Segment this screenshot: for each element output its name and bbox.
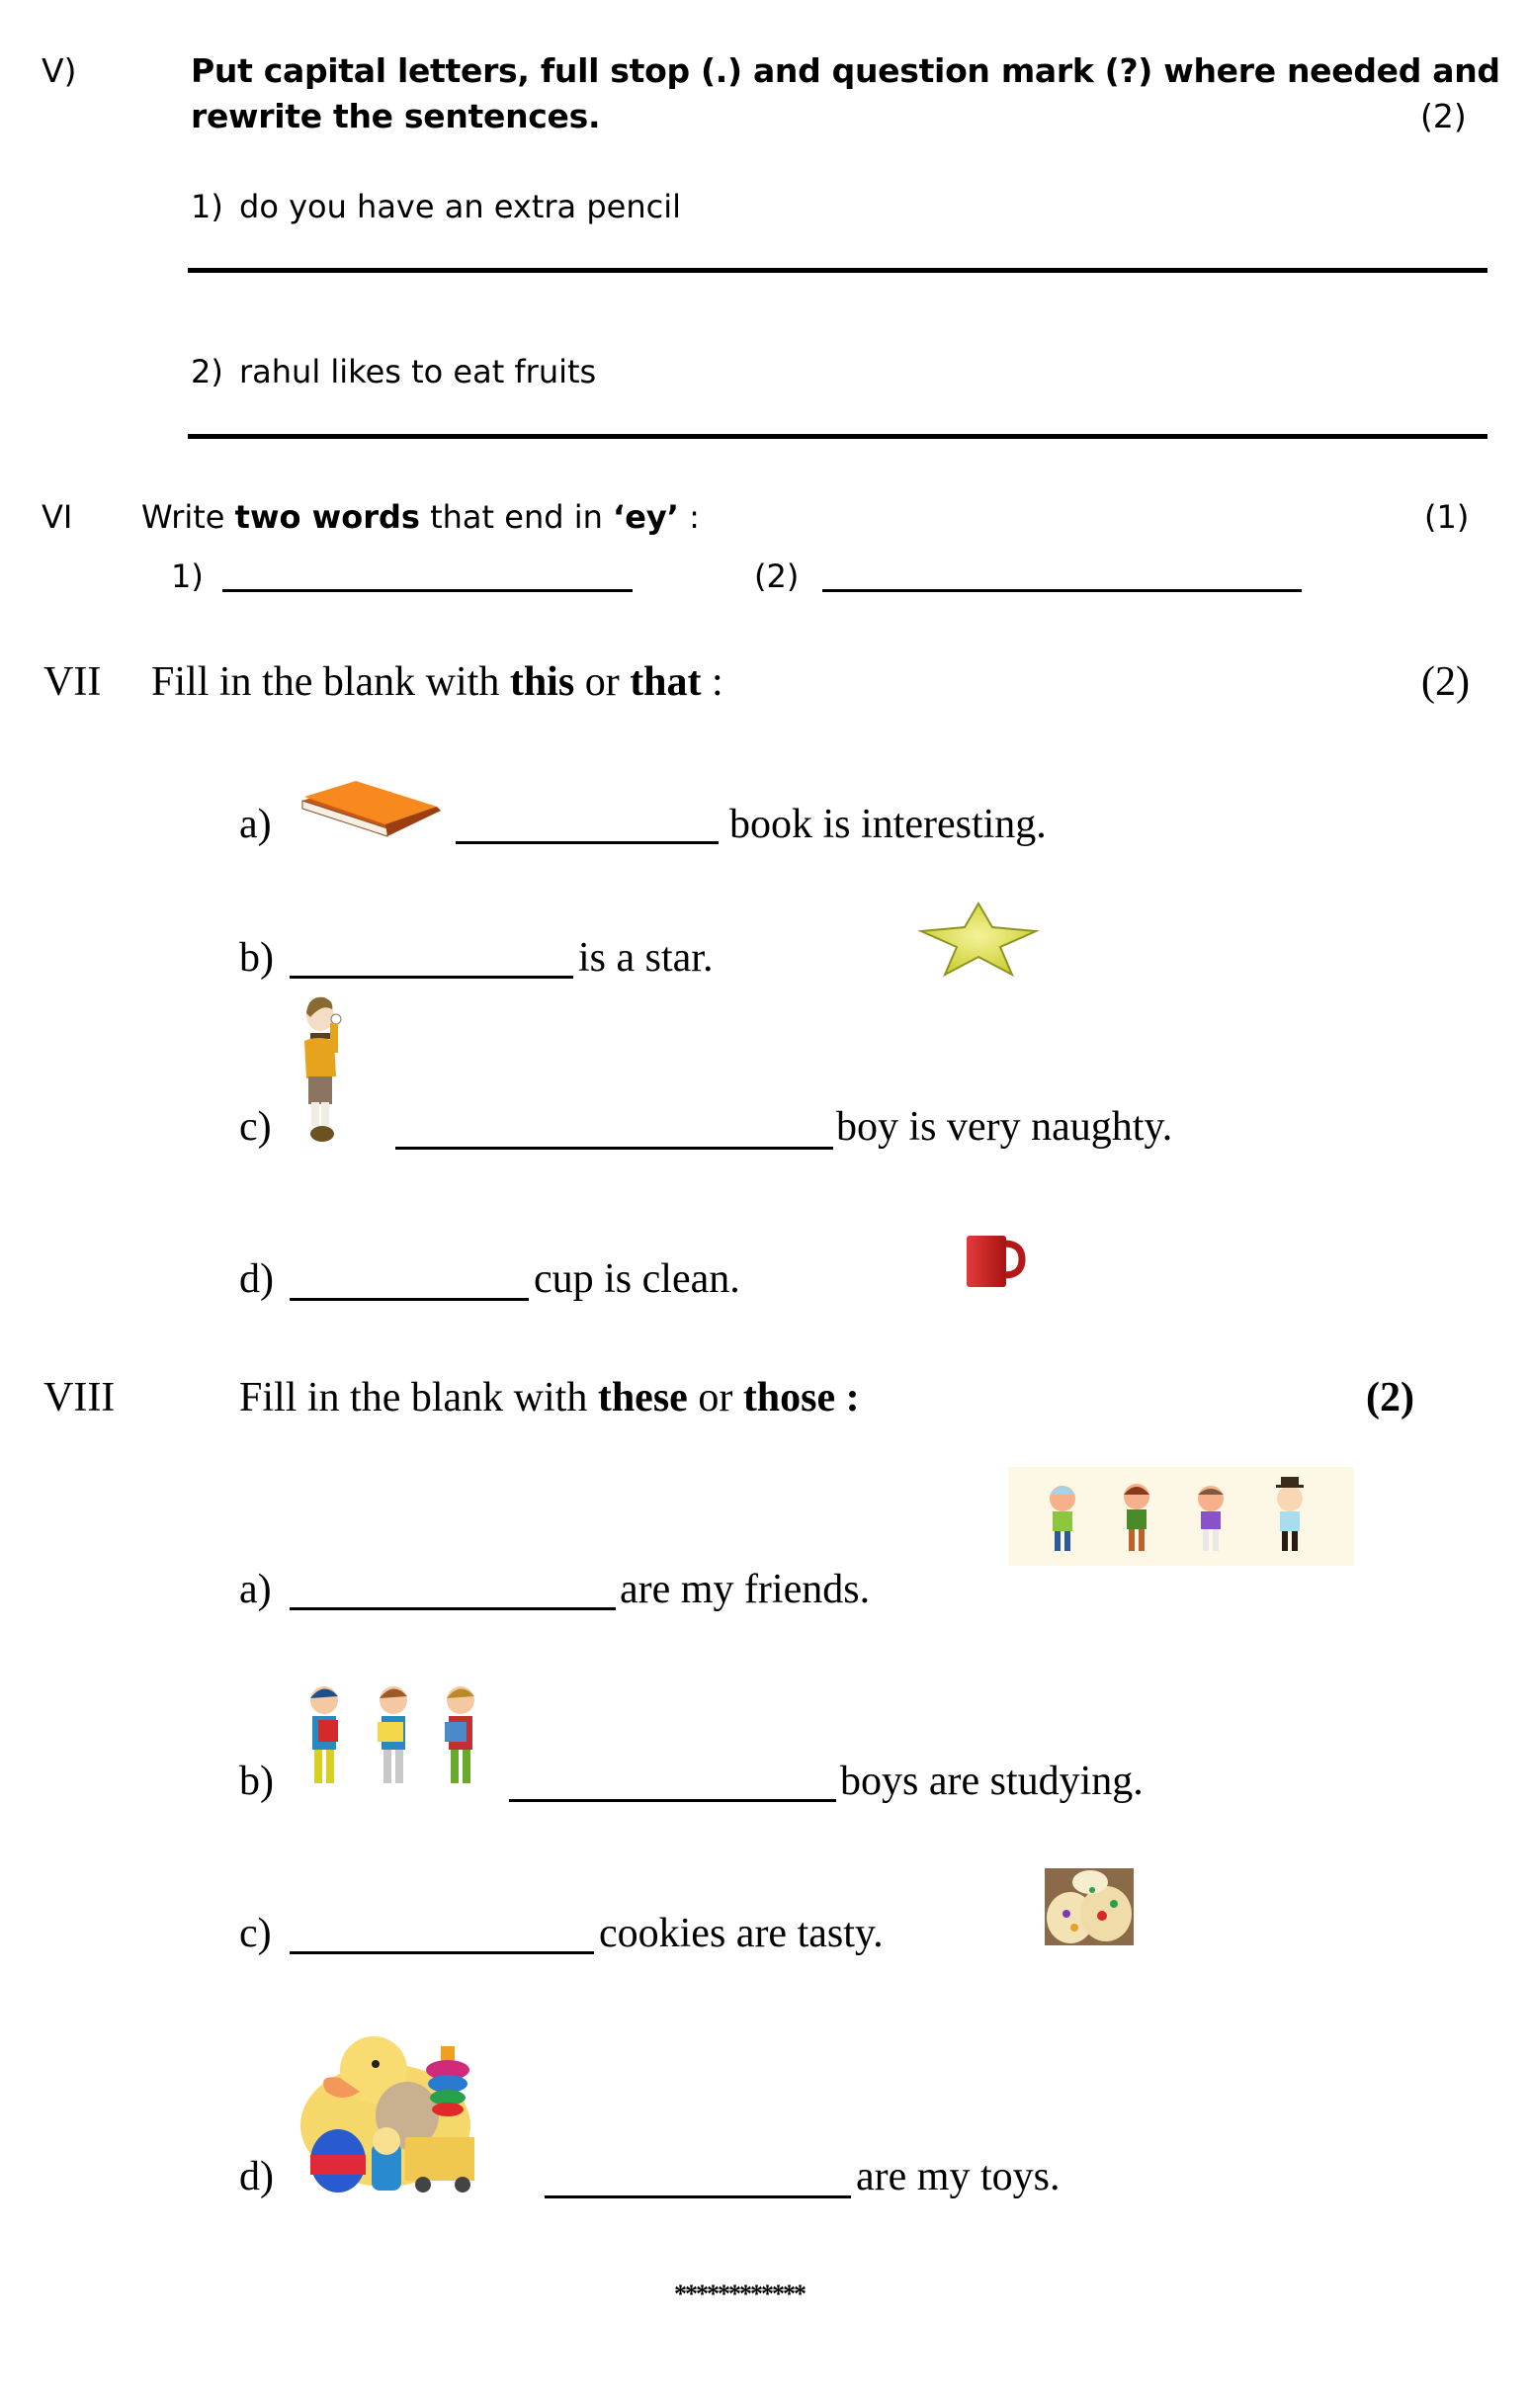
item-label: d) (239, 1256, 274, 1302)
item-number: 1) (191, 188, 223, 225)
section-marks: (2) (1421, 659, 1470, 705)
instruction-text: : (701, 659, 723, 705)
section-instruction (239, 1374, 860, 1421)
cookies-icon (1045, 1868, 1134, 1945)
item-sentence: rahul likes to eat fruits (239, 353, 597, 390)
section-number: V) (42, 51, 77, 90)
instruction-text: that end in (419, 498, 614, 536)
item-sentence: do you have an extra pencil (239, 188, 681, 225)
answer-blank[interactable] (395, 1147, 833, 1150)
answer-line[interactable] (188, 268, 1487, 273)
answer-blank[interactable] (509, 1799, 836, 1802)
star-icon (917, 902, 1040, 977)
item-sentence: cup is clean. (534, 1256, 740, 1302)
boy-icon (297, 993, 376, 1152)
cup-icon (965, 1234, 1026, 1289)
section-instruction (151, 658, 723, 706)
section-instruction (141, 498, 700, 536)
answer-blank[interactable] (290, 1951, 594, 1954)
item-label: c) (239, 1104, 272, 1150)
answer-blank[interactable] (222, 589, 633, 592)
end-of-paper-mark: ************ (674, 2279, 805, 2308)
answer-blank[interactable] (545, 2195, 851, 2198)
answer-blank[interactable] (290, 976, 573, 979)
instruction-text: Fill in the blank with (151, 659, 510, 705)
instruction-emphasis: that (630, 659, 702, 705)
section-instruction: Put capital letters, full stop (.) and question mark (?) where needed and (191, 51, 1500, 90)
answer-blank[interactable] (822, 589, 1302, 592)
friends-icon (1008, 1467, 1354, 1566)
item-label: b) (239, 1759, 274, 1804)
item-label: b) (239, 935, 274, 981)
item-number: 2) (191, 353, 223, 390)
instruction-text: : (835, 1375, 860, 1420)
section-number: VI (42, 498, 73, 536)
section-marks: (1) (1424, 498, 1470, 536)
studying-boys-icon (297, 1680, 490, 1797)
section-marks: (2) (1420, 97, 1467, 135)
instruction-text: or (574, 659, 631, 705)
instruction-emphasis: those (742, 1375, 836, 1420)
item-sentence: boys are studying. (840, 1759, 1144, 1804)
book-icon (297, 781, 445, 840)
section-marks: (2) (1366, 1375, 1414, 1420)
answer-line[interactable] (188, 434, 1487, 439)
toys-icon (297, 2026, 519, 2194)
item-sentence: boy is very naughty. (836, 1104, 1173, 1150)
instruction-emphasis: two words (234, 498, 420, 536)
instruction-text: : (678, 498, 700, 536)
item-sentence: cookies are tasty. (599, 1911, 884, 1956)
blank-label: 1) (171, 558, 204, 595)
section-number: VIII (43, 1375, 116, 1420)
instruction-text: Write (141, 498, 235, 536)
item-sentence: are my toys. (856, 2154, 1061, 2199)
item-sentence: are my friends. (620, 1567, 871, 1612)
item-label: d) (239, 2154, 274, 2199)
instruction-text: or (687, 1375, 743, 1420)
answer-blank[interactable] (290, 1298, 529, 1301)
section-number: VII (43, 659, 102, 705)
answer-blank[interactable] (290, 1607, 616, 1610)
instruction-text: Fill in the blank with (239, 1375, 598, 1420)
instruction-emphasis: these (597, 1375, 688, 1420)
item-label: a) (239, 1567, 272, 1612)
item-label: a) (239, 802, 272, 847)
section-instruction-cont: rewrite the sentences. (191, 97, 601, 135)
instruction-emphasis: this (509, 659, 575, 705)
item-sentence: book is interesting. (729, 802, 1047, 847)
item-label: c) (239, 1911, 272, 1956)
answer-blank[interactable] (456, 841, 719, 844)
item-sentence: is a star. (578, 935, 714, 981)
instruction-emphasis: ‘ey’ (613, 498, 679, 536)
blank-label: (2) (754, 558, 800, 595)
